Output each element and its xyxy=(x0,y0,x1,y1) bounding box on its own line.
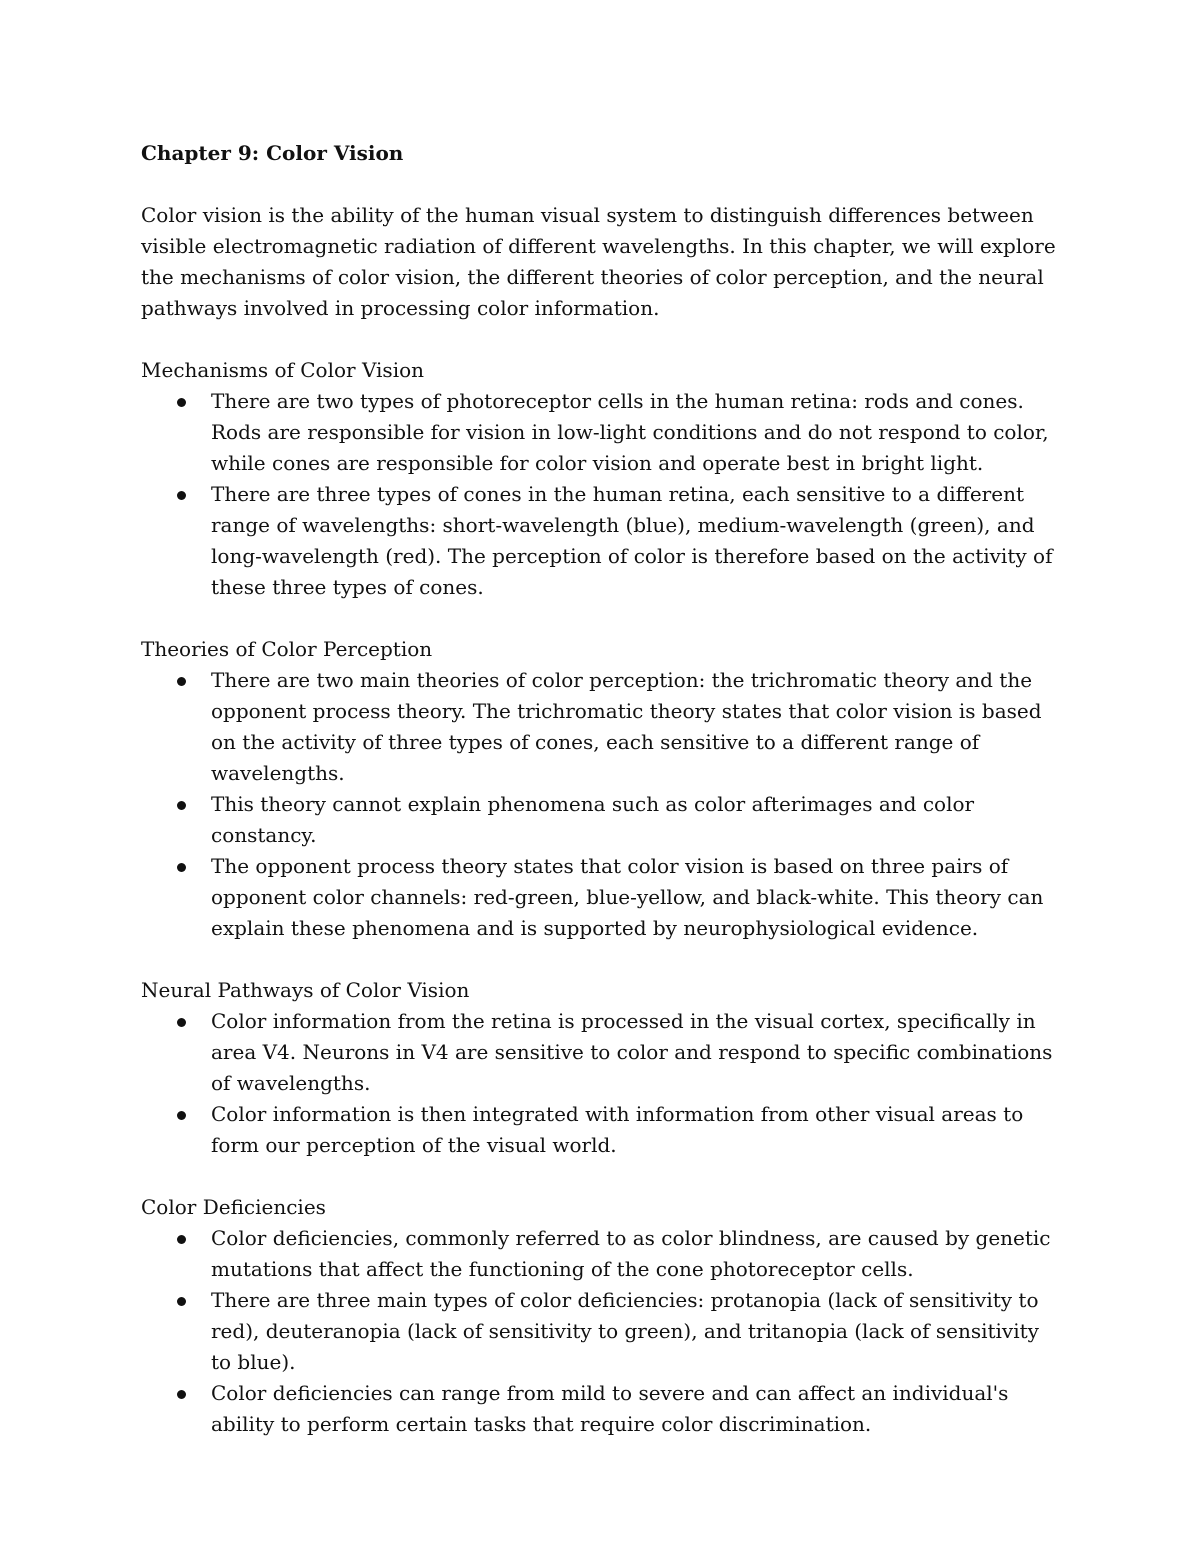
section-heading: Mechanisms of Color Vision xyxy=(141,358,425,382)
list-item xyxy=(211,1223,1060,1285)
list-item xyxy=(211,479,1060,603)
list-item xyxy=(211,1378,1060,1440)
list-item xyxy=(211,386,1060,479)
list-item xyxy=(211,1099,1060,1161)
bullet-icon xyxy=(177,1297,186,1306)
section-heading: Neural Pathways of Color Vision xyxy=(141,978,470,1002)
bullet-icon xyxy=(177,1390,186,1399)
section-neural-pathways xyxy=(141,975,1060,1161)
list-item-text: The opponent process theory states that color vision is based on three pairs of opponent color channels: red-green, blue-yellow, and black-white. This theory can explain these phenomena and is supported by neurophysiological evidence. xyxy=(211,854,1044,940)
bullet-list xyxy=(141,386,1060,603)
list-item-text: Color deficiencies can range from mild to severe and can affect an individual's ability to perform certain tasks that require color discrimination. xyxy=(211,1381,1009,1436)
bullet-icon xyxy=(177,398,186,407)
section-color-deficiencies xyxy=(141,1192,1060,1440)
bullet-icon xyxy=(177,863,186,872)
list-item xyxy=(211,789,1060,851)
intro-paragraph: Color vision is the ability of the human visual system to distinguish differences between visible electromagnetic radiation of different wavelengths. In this chapter, we will explore the mechanisms of color vision, the different theories of color perception, and the neural pathways involved in processing color information. xyxy=(141,203,1056,320)
bullet-list xyxy=(141,1223,1060,1440)
list-item-text: This theory cannot explain phenomena such as color afterimages and color constancy. xyxy=(211,792,975,847)
list-item-text: There are two main theories of color perception: the trichromatic theory and the opponent process theory. The trichromatic theory states that color vision is based on the activity of three types of cones, each sensitive to a different range of wavelengths. xyxy=(211,668,1042,785)
bullet-icon xyxy=(177,1111,186,1120)
section-heading: Theories of Color Perception xyxy=(141,637,433,661)
list-item xyxy=(211,1006,1060,1099)
bullet-list xyxy=(141,1006,1060,1161)
document-title: Chapter 9: Color Vision xyxy=(141,141,404,165)
bullet-icon xyxy=(177,801,186,810)
bullet-icon xyxy=(177,491,186,500)
bullet-icon xyxy=(177,1235,186,1244)
bullet-list xyxy=(141,665,1060,944)
list-item-text: Color information from the retina is processed in the visual cortex, specifically in area V4. Neurons in V4 are sensitive to color and respond to specific combinations of wavelengths. xyxy=(211,1009,1053,1095)
bullet-icon xyxy=(177,677,186,686)
list-item-text: There are two types of photoreceptor cells in the human retina: rods and cones. Rods are responsible for vision in low-light conditions and do not respond to color, while cones are responsible for color vision and operate best in bright light. xyxy=(211,389,1049,475)
list-item xyxy=(211,851,1060,944)
list-item xyxy=(211,665,1060,789)
list-item-text: There are three types of cones in the human retina, each sensitive to a different range of wavelengths: short-wavelength (blue), medium-wavelength (green), and long-wavelength (red). The perception of color is therefore based on the activity of these three types of cones. xyxy=(211,482,1053,599)
section-mechanisms xyxy=(141,355,1060,603)
bullet-icon xyxy=(177,1018,186,1027)
list-item-text: Color deficiencies, commonly referred to as color blindness, are caused by genetic mutations that affect the functioning of the cone photoreceptor cells. xyxy=(211,1226,1051,1281)
list-item xyxy=(211,1285,1060,1378)
section-heading: Color Deficiencies xyxy=(141,1195,326,1219)
list-item-text: Color information is then integrated with information from other visual areas to form our perception of the visual world. xyxy=(211,1102,1024,1157)
list-item-text: There are three main types of color deficiencies: protanopia (lack of sensitivity to red), deuteranopia (lack of sensitivity to green), and tritanopia (lack of sensitivity to blue). xyxy=(211,1288,1039,1374)
section-theories xyxy=(141,634,1060,944)
